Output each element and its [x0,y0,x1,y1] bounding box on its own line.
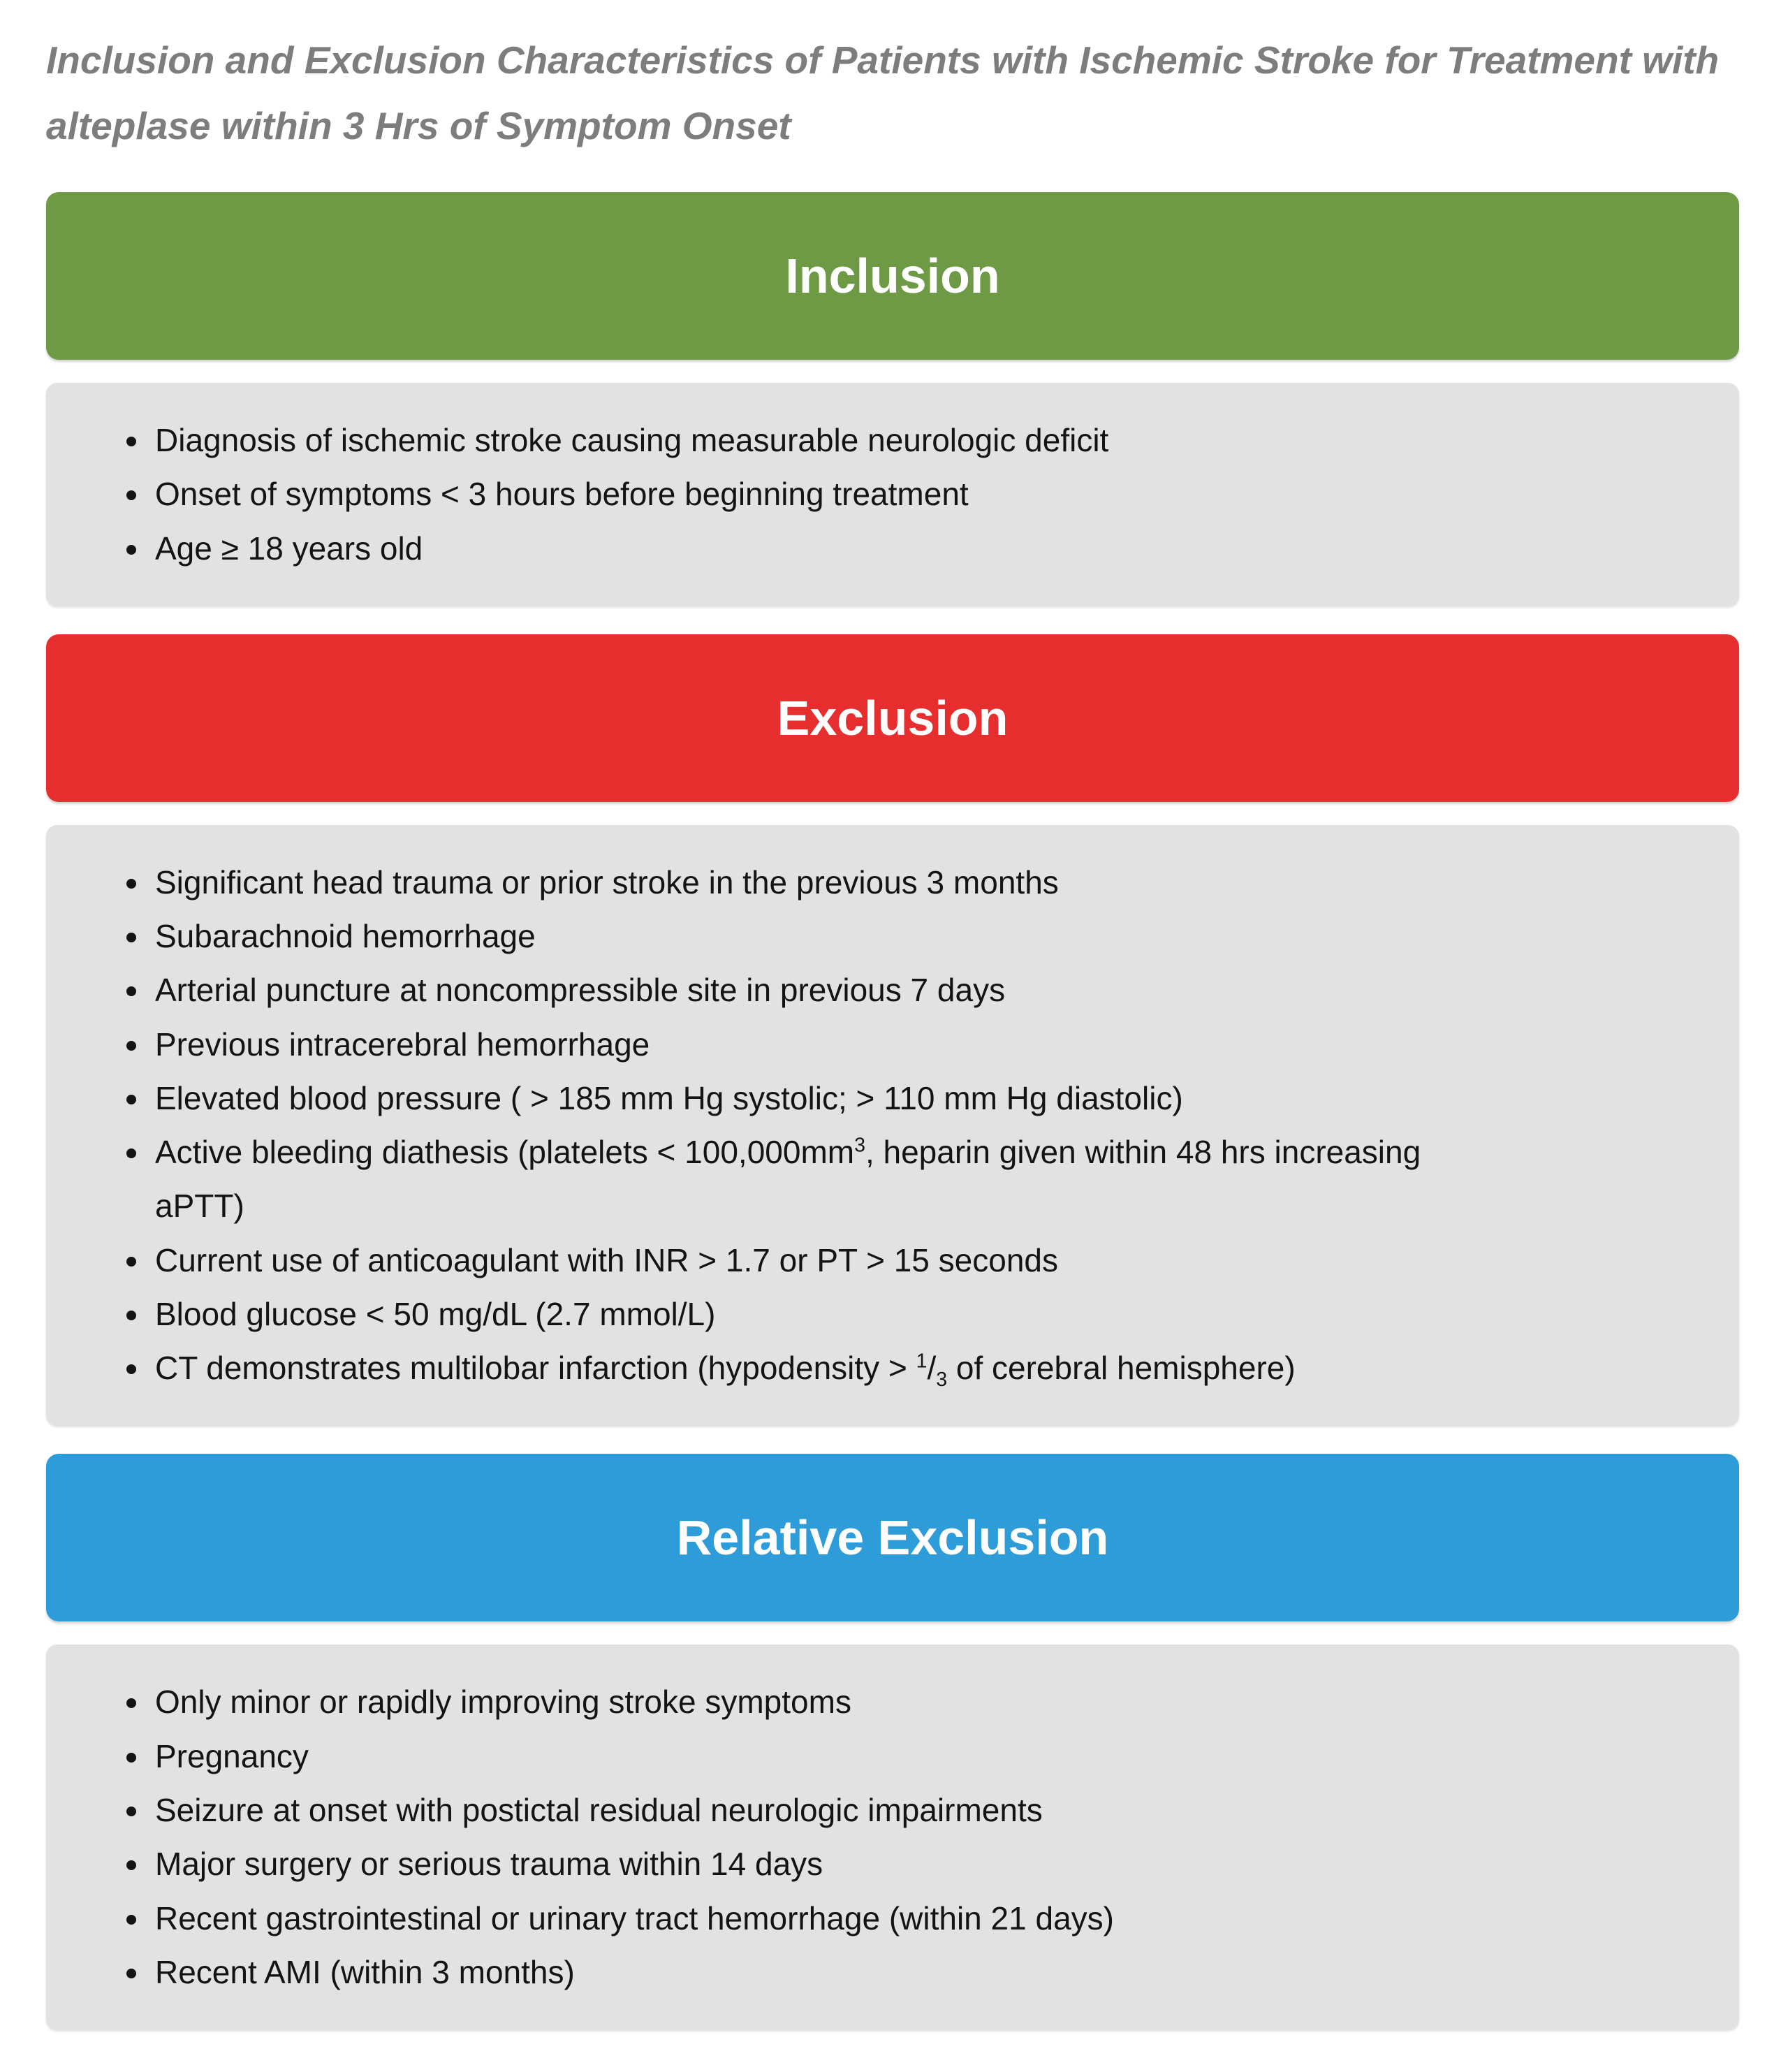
inclusion-header: Inclusion [46,192,1739,360]
exclusion-list-box [46,825,1739,1427]
section-exclusion [46,634,1739,1427]
list-item: • CT demonstrates multilobar infarction (hypodensity > $^1/_3$ of cerebral hemisphere) [151,1341,1711,1395]
list-item: • Seizure at onset with postictal residual neurologic impairments [151,1783,1711,1837]
list-item: • Pregnancy [151,1730,1711,1783]
list-item: • Significant head trauma or prior stroke in the previous 3 months [151,856,1711,910]
list-item: • Major surgery or serious trauma within 14 days [151,1837,1711,1891]
relative-exclusion-list [46,1675,1739,1999]
exclusion-header: Exclusion [46,634,1739,802]
exclusion-list [46,856,1739,1396]
list-item: • Active bleeding diathesis (platelets < $100,000mm^3$, heparin given within 48 hrs increasing aPTT) [151,1125,1711,1234]
list-item: • Subarachnoid hemorrhage [151,910,1711,963]
list-item: • Recent gastrointestinal or urinary tract hemorrhage (within 21 days) [151,1892,1711,1946]
section-relative-exclusion [46,1454,1739,2030]
section-inclusion [46,192,1739,606]
list-item: • Recent AMI (within 3 months) [151,1946,1711,1999]
list-item: • Diagnosis of ischemic stroke causing measurable neurologic deficit [151,414,1711,467]
relative-exclusion-list-box [46,1644,1739,2030]
page-title-line-2: alteplase within 3 Hrs of Symptom Onset [46,103,791,147]
list-item: • Onset of symptoms < 3 hours before beginning treatment [151,467,1711,521]
inclusion-list-box [46,383,1739,606]
list-item: • Previous intracerebral hemorrhage [151,1018,1711,1072]
list-item: • Arterial puncture at noncompressible site in previous 7 days [151,963,1711,1017]
list-item: • Blood glucose < 50 mg/dL (2.7 mmol/L) [151,1287,1711,1341]
inclusion-list [46,414,1739,576]
page-title-line-1: Inclusion and Exclusion Characteristics of Patients with Ischemic Stroke for Treatment with [46,38,1720,82]
list-item: • Elevated blood pressure ( > 185 mm Hg systolic; > 110 mm Hg diastolic) [151,1072,1711,1125]
relative-exclusion-header: Relative Exclusion [46,1454,1739,1621]
list-item: • Current use of anticoagulant with INR > 1.7 or PT > 15 seconds [151,1234,1711,1287]
list-item: • Only minor or rapidly improving stroke symptoms [151,1675,1711,1729]
page-title [46,28,1739,159]
list-item: • Age ≥ 18 years old [151,522,1711,576]
